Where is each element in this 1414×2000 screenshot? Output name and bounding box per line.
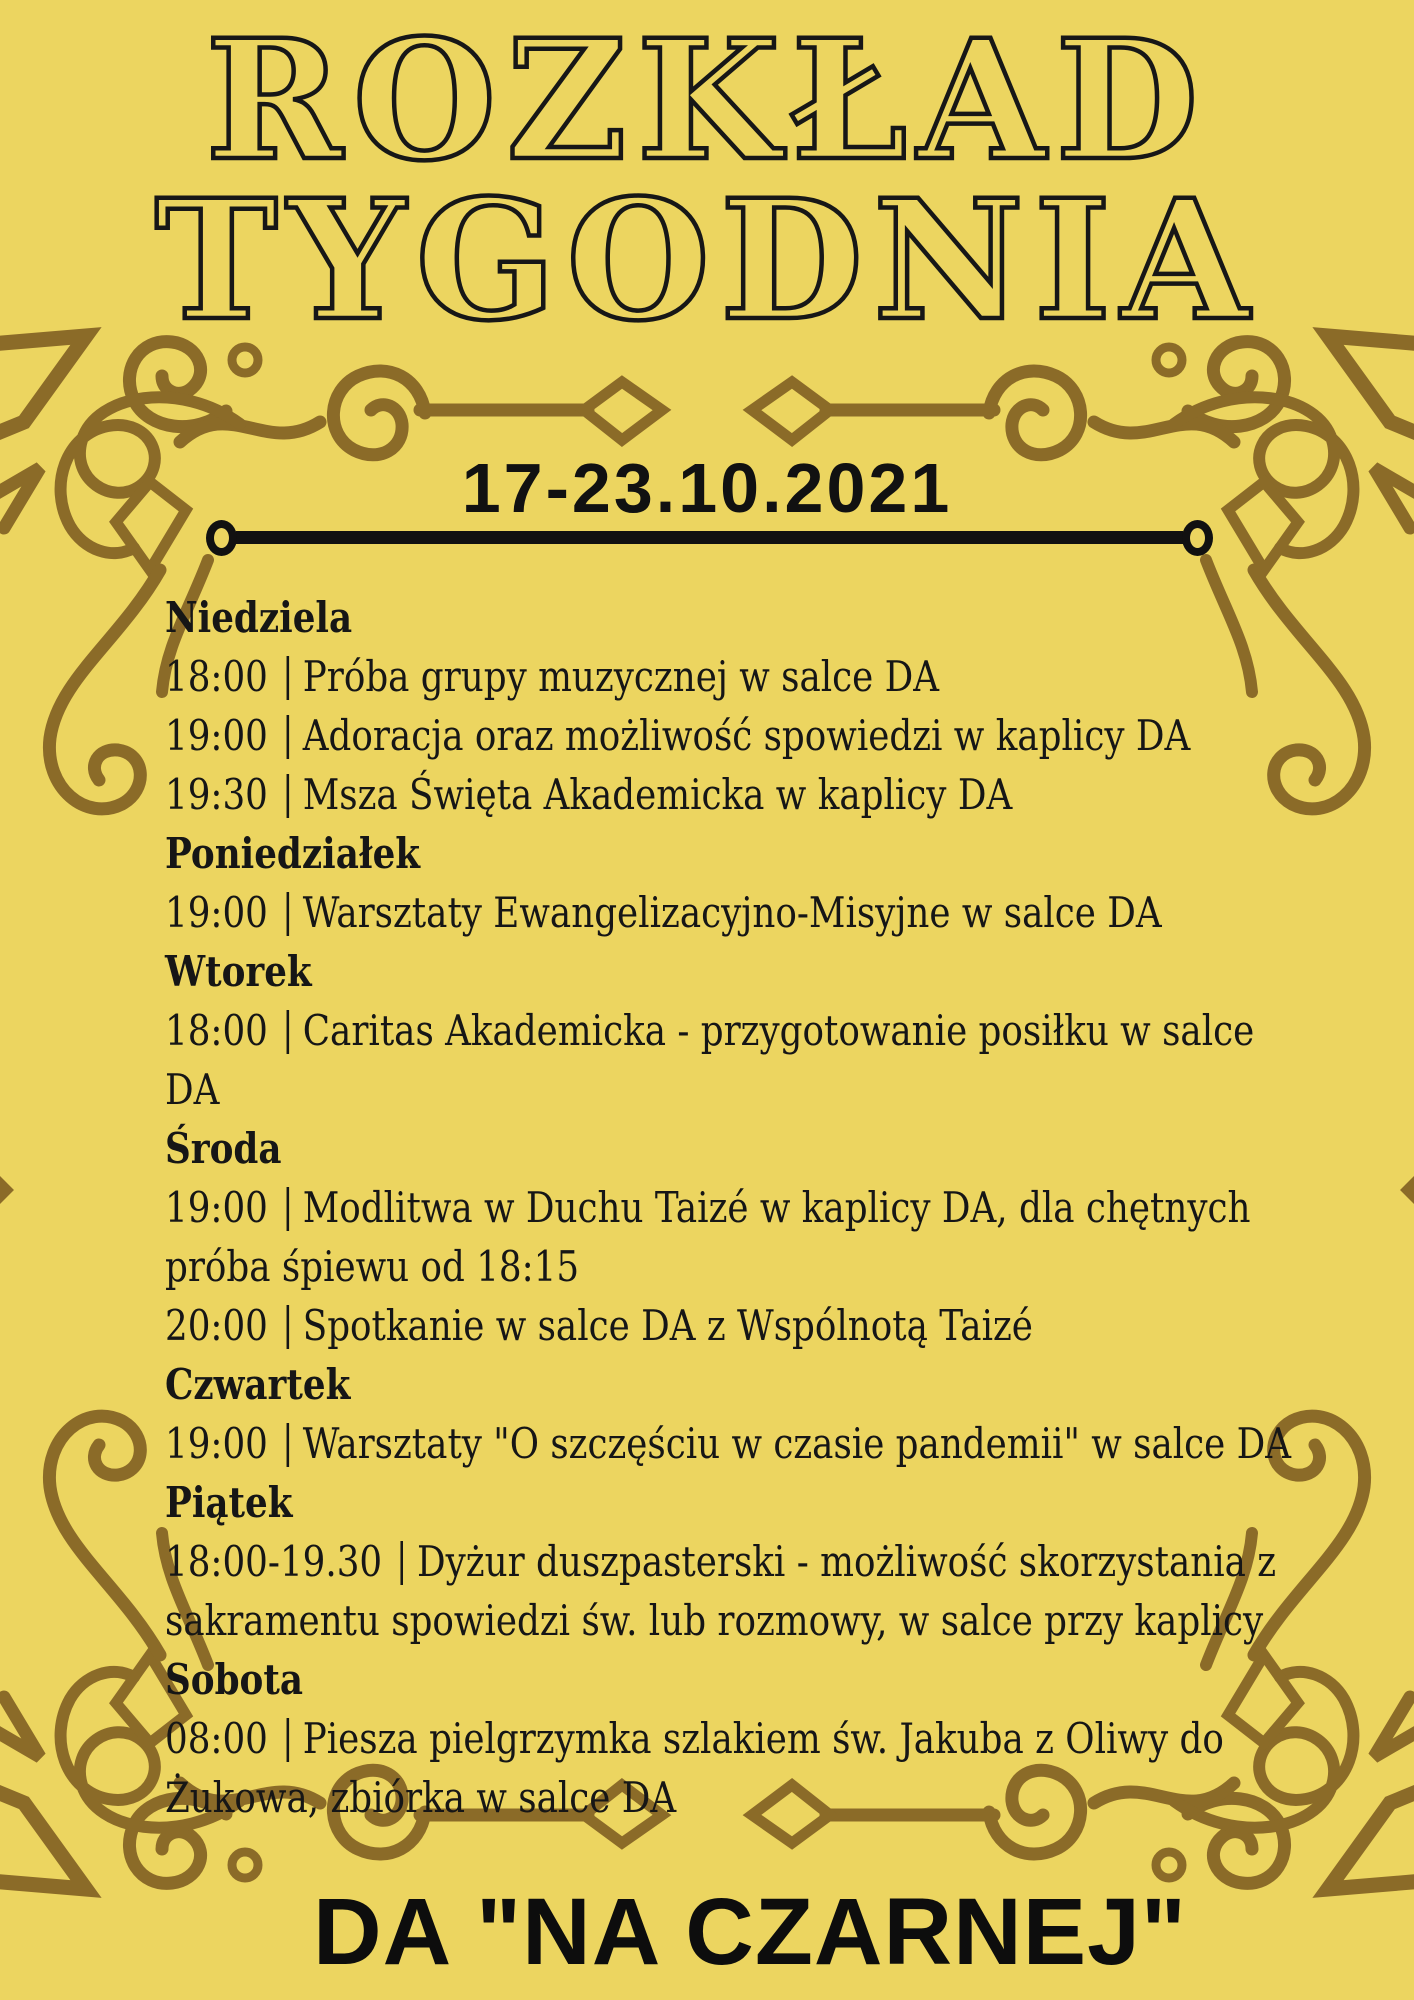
event-time: 08:00 xyxy=(165,1714,268,1763)
separator-bar-icon xyxy=(287,774,290,818)
poster-title xyxy=(0,3,1414,357)
separator-bar-icon xyxy=(287,656,290,700)
event-time: 18:00-19.30 xyxy=(165,1537,383,1586)
event-description: Próba grupy muzycznej w salce DA xyxy=(302,652,940,701)
event-time: 19:00 xyxy=(165,711,268,760)
event-line xyxy=(165,706,1297,765)
event-description: Modlitwa w Duchu Taizé w kaplicy DA, dla chętnych próba śpiewu od 18:15 xyxy=(165,1183,1251,1291)
event-line xyxy=(165,647,1297,706)
day-header: Sobota xyxy=(165,1655,303,1704)
event-description: Caritas Akademicka - przygotowanie posiłku w salce DA xyxy=(165,1006,1255,1114)
event-description: Adoracja oraz możliwość spowiedzi w kaplicy DA xyxy=(302,711,1191,760)
separator-bar-icon xyxy=(287,1187,290,1231)
event-description: Warsztaty "O szczęściu w czasie pandemii" w salce DA xyxy=(302,1419,1292,1468)
separator-bar-icon xyxy=(401,1541,404,1585)
separator-bar-icon xyxy=(287,715,290,759)
event-line xyxy=(165,1414,1297,1473)
event-description: Msza Święta Akademicka w kaplicy DA xyxy=(302,770,1013,819)
event-time: 18:00 xyxy=(165,1006,268,1055)
organization-name: DA "NA CZARNEJ" xyxy=(313,1879,1187,1985)
event-line xyxy=(165,1178,1297,1296)
title-line-2: TYGODNIA xyxy=(154,163,1260,357)
separator-bar-icon xyxy=(287,892,290,936)
event-line xyxy=(165,883,1297,942)
separator-bar-icon xyxy=(287,1718,290,1762)
day-header: Czwartek xyxy=(165,1360,351,1409)
separator-bar-icon xyxy=(287,1010,290,1054)
day-header: Poniedziałek xyxy=(165,829,421,878)
event-description: Spotkanie w salce DA z Wspólnotą Taizé xyxy=(302,1301,1033,1350)
day-header: Wtorek xyxy=(165,947,312,996)
event-description: Piesza pielgrzymka szlakiem św. Jakuba z Oliwy do Żukowa, zbiórka w salce DA xyxy=(165,1714,1224,1822)
event-line xyxy=(165,1001,1297,1119)
event-time: 18:00 xyxy=(165,652,268,701)
day-header: Piątek xyxy=(165,1478,293,1527)
schedule-list xyxy=(165,588,1297,1827)
event-description: Dyżur duszpasterski - możliwość skorzystania z sakramentu spowiedzi św. lub rozmowy, w salce przy kaplicy xyxy=(165,1537,1277,1645)
event-line xyxy=(165,765,1297,824)
edge-diamond-right-icon xyxy=(1400,1173,1414,1207)
event-time: 19:30 xyxy=(165,770,268,819)
event-line xyxy=(165,1532,1297,1650)
event-time: 19:00 xyxy=(165,1183,268,1232)
event-time: 19:00 xyxy=(165,888,268,937)
event-time: 20:00 xyxy=(165,1301,268,1350)
edge-diamond-left-icon xyxy=(0,1173,14,1207)
title-line-1: ROZKŁAD xyxy=(205,3,1209,197)
separator-bar-icon xyxy=(287,1423,290,1467)
event-description: Warsztaty Ewangelizacyjno-Misyjne w salce DA xyxy=(302,888,1162,937)
date-underline xyxy=(236,531,1183,544)
event-time: 19:00 xyxy=(165,1419,268,1468)
event-line xyxy=(165,1296,1297,1355)
day-header: Środa xyxy=(165,1124,282,1173)
separator-bar-icon xyxy=(287,1305,290,1349)
day-header: Niedziela xyxy=(165,593,353,642)
date-range: 17-23.10.2021 xyxy=(461,449,953,527)
event-line xyxy=(165,1709,1297,1827)
